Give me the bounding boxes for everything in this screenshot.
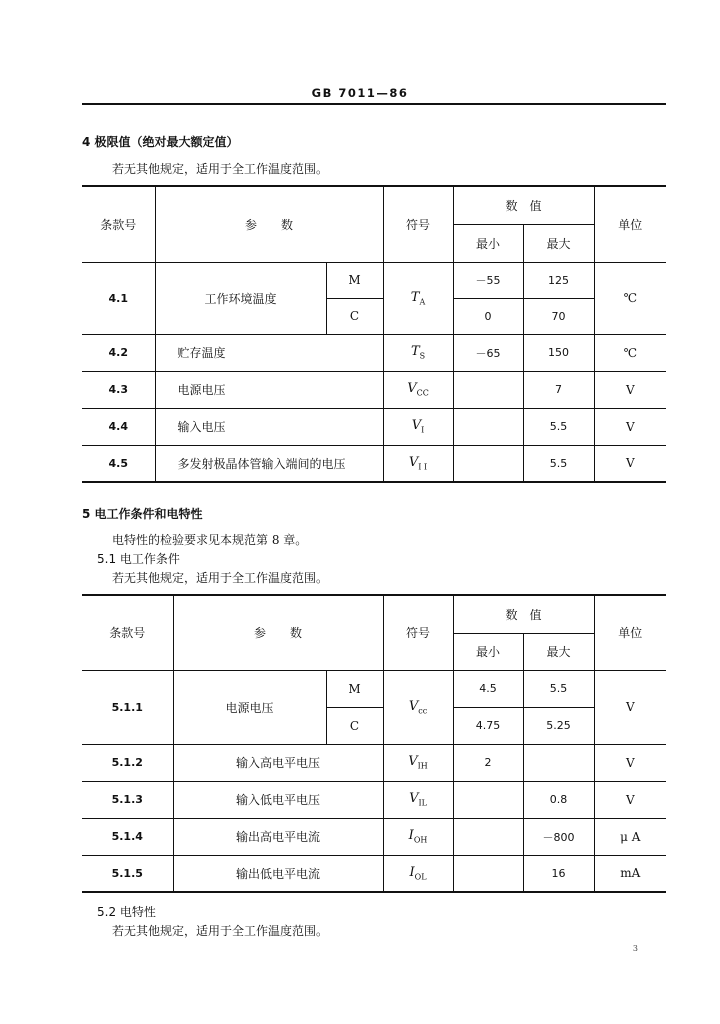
grade-c-cell: C [326, 707, 383, 744]
section-5-2-note: 若无其他规定，适用于全工作温度范围。 [112, 924, 329, 938]
param-cell: 输出低电平电流 [173, 855, 383, 892]
operating-conditions-table [82, 594, 666, 893]
min-value-cell [453, 408, 523, 445]
col-values-header: 数 值 [453, 186, 594, 224]
grade-c-cell: C [326, 298, 383, 334]
clause-cell: 5.1.4 [82, 818, 173, 855]
max-value-cell: －800 [523, 818, 594, 855]
symbol-cell: $V_{IH}$ [383, 744, 453, 781]
document-code-header: GB 7011—86 [311, 86, 409, 100]
unit-cell: V [594, 781, 666, 818]
col-param-header: 参 数 [155, 186, 383, 262]
param-cell: 多发射极晶体管输入端间的电压 [155, 445, 383, 482]
unit-cell: V [594, 445, 666, 482]
section-5-heading: 5 电工作条件和电特性 [82, 507, 203, 521]
min-value-cell: 2 [453, 744, 523, 781]
clause-cell: 5.1.1 [82, 670, 173, 744]
limits-table [82, 185, 666, 483]
max-value-cell [523, 744, 594, 781]
col-clause-header: 条款号 [82, 595, 173, 670]
min-value-cell [453, 371, 523, 408]
col-max-header: 最大 [523, 633, 594, 670]
max-value-cell: 0.8 [523, 781, 594, 818]
unit-cell: V [594, 371, 666, 408]
unit-cell: V [594, 744, 666, 781]
header-rule [82, 103, 666, 105]
section-5-intro: 电特性的检验要求见本规范第 8 章。 [112, 533, 308, 547]
symbol-cell: $I_{OL}$ [383, 855, 453, 892]
min-value-cell: 4.75 [453, 707, 523, 744]
max-value-cell: 5.25 [523, 707, 594, 744]
unit-cell: μ A [594, 818, 666, 855]
min-value-cell [453, 855, 523, 892]
col-param-header: 参 数 [173, 595, 383, 670]
section-4-note: 若无其他规定，适用于全工作温度范围。 [112, 162, 329, 176]
param-cell: 电源电压 [173, 670, 326, 744]
col-unit-header: 单位 [594, 186, 666, 262]
clause-cell: 5.1.2 [82, 744, 173, 781]
unit-cell: V [594, 670, 666, 744]
col-clause-header: 条款号 [82, 186, 155, 262]
min-value-cell [453, 818, 523, 855]
col-unit-header: 单位 [594, 595, 666, 670]
col-min-header: 最小 [453, 633, 523, 670]
max-value-cell: 5.5 [523, 670, 594, 707]
clause-cell: 5.1.3 [82, 781, 173, 818]
col-min-header: 最小 [453, 224, 523, 262]
grade-m-cell: M [326, 262, 383, 298]
unit-cell: V [594, 408, 666, 445]
clause-cell: 4.5 [82, 445, 155, 482]
section-5-2-heading: 5.2 电特性 [97, 905, 156, 919]
min-value-cell: －65 [453, 334, 523, 371]
clause-cell: 4.4 [82, 408, 155, 445]
param-cell: 输出高电平电流 [173, 818, 383, 855]
min-value-cell [453, 781, 523, 818]
clause-cell: 4.3 [82, 371, 155, 408]
symbol-cell: $V_{cc}$ [383, 670, 453, 744]
symbol-cell: $V_{IL}$ [383, 781, 453, 818]
max-value-cell: 150 [523, 334, 594, 371]
max-value-cell: 125 [523, 262, 594, 298]
param-cell: 工作环境温度 [155, 262, 326, 334]
grade-m-cell: M [326, 670, 383, 707]
section-5-1-note: 若无其他规定，适用于全工作温度范围。 [112, 571, 329, 585]
symbol-cell: $T_A$ [383, 262, 453, 334]
min-value-cell: 0 [453, 298, 523, 334]
unit-cell: ℃ [594, 262, 666, 334]
min-value-cell [453, 445, 523, 482]
col-symbol-header: 符号 [383, 186, 453, 262]
symbol-cell: $T_S$ [383, 334, 453, 371]
clause-cell: 4.1 [82, 262, 155, 334]
symbol-cell: $V_I$ [383, 408, 453, 445]
max-value-cell: 16 [523, 855, 594, 892]
clause-cell: 4.2 [82, 334, 155, 371]
section-4-heading: 4 极限值（绝对最大额定值） [82, 135, 239, 149]
min-value-cell: 4.5 [453, 670, 523, 707]
max-value-cell: 70 [523, 298, 594, 334]
max-value-cell: 5.5 [523, 445, 594, 482]
param-cell: 电源电压 [155, 371, 383, 408]
max-value-cell: 5.5 [523, 408, 594, 445]
param-cell: 贮存温度 [155, 334, 383, 371]
param-cell: 输入电压 [155, 408, 383, 445]
clause-cell: 5.1.5 [82, 855, 173, 892]
param-cell: 输入低电平电压 [173, 781, 383, 818]
unit-cell: mA [594, 855, 666, 892]
section-5-1-heading: 5.1 电工作条件 [97, 552, 180, 566]
max-value-cell: 7 [523, 371, 594, 408]
unit-cell: ℃ [594, 334, 666, 371]
min-value-cell: －55 [453, 262, 523, 298]
col-values-header: 数 值 [453, 595, 594, 633]
symbol-cell: $V_{CC}$ [383, 371, 453, 408]
col-symbol-header: 符号 [383, 595, 453, 670]
param-cell: 输入高电平电压 [173, 744, 383, 781]
col-max-header: 最大 [523, 224, 594, 262]
symbol-cell: $V_{I I}$ [383, 445, 453, 482]
symbol-cell: $I_{OH}$ [383, 818, 453, 855]
page-number: 3 [632, 944, 638, 953]
